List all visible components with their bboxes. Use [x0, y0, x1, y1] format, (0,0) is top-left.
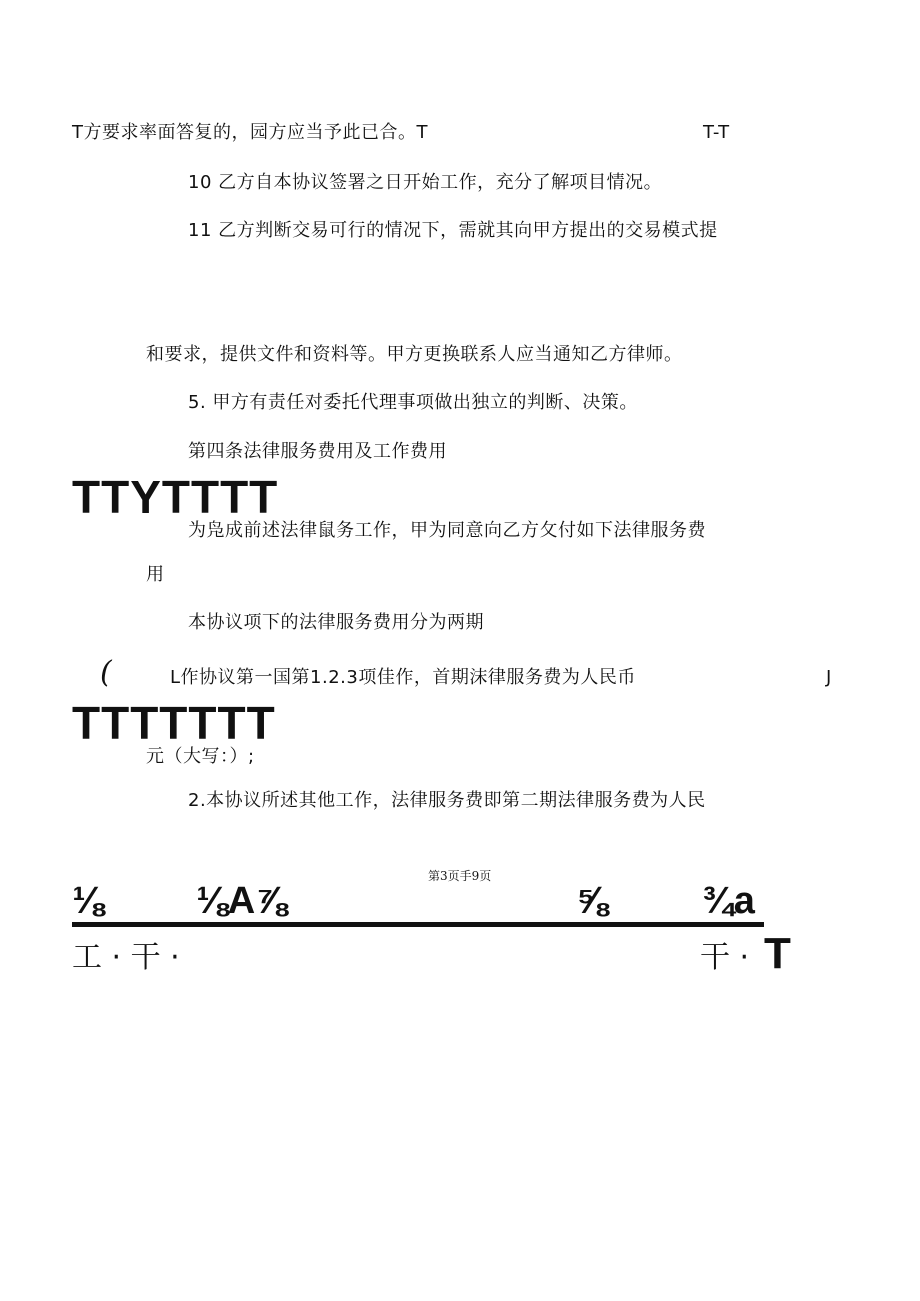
text-line-amount-words: 元（大写：）; [146, 746, 255, 767]
text-line-1-right: T-T [703, 122, 730, 143]
bottom-bold-t: T [764, 929, 791, 978]
fraction-glyph-2: ⅛A⅞ [196, 880, 287, 922]
fraction-glyph-4: ¾a [702, 880, 755, 922]
bottom-glyphs-left: 工 · 干 · [72, 940, 180, 975]
footer-rule-line [72, 922, 764, 927]
text-line-item-10: 10 乙方自本协议签署之日开始工作，充分了解项目情况。 [188, 172, 663, 193]
page-number: 第3页手9页 [428, 869, 492, 883]
fraction-glyph-3: ⅝ [576, 880, 608, 922]
text-line-fee-intro-cont: 用 [146, 564, 165, 585]
garbled-bold-text-2: TTTTTTT [72, 697, 276, 749]
bottom-glyphs-right: 干 · [700, 940, 750, 975]
text-line-first-period-right: J [826, 667, 832, 688]
open-paren-mark: ( [100, 655, 112, 690]
text-line-1-left: T方要求率面答复的，园方应当予此已合。T [72, 122, 428, 143]
text-line-item-11: 11 乙方判断交易可行的情况下，需就其向甲方提出的交易模式提 [188, 220, 718, 241]
fraction-glyph-1: ⅛ [72, 880, 104, 922]
text-line-two-periods: 本协议项下的法律服务费用分为两期 [188, 612, 484, 633]
garbled-bold-text-1: TTYTTTT [72, 471, 279, 523]
text-line-item-5: 5. 甲方有责任对委托代理事项做出独立的判断、决策。 [188, 392, 638, 413]
section-heading-article-4: 第四条法律服务费用及工作费用 [188, 441, 447, 462]
text-line-fee-intro: 为凫成前述法律鼠务工作，甲为同意向乙方攵付如下法律服务费 [188, 520, 706, 541]
text-line-first-period-fee: L作协议第一国第1.2.3项佳作，首期沫律服务费为人民币 [170, 667, 636, 688]
text-line-contacts: 和要求，提供文件和资料等。甲方更换联系人应当通知乙方律师。 [146, 344, 683, 365]
text-line-second-period-fee: 2.本协议所述其他工作，法律服务费即第二期法律服务费为人民 [188, 790, 706, 811]
